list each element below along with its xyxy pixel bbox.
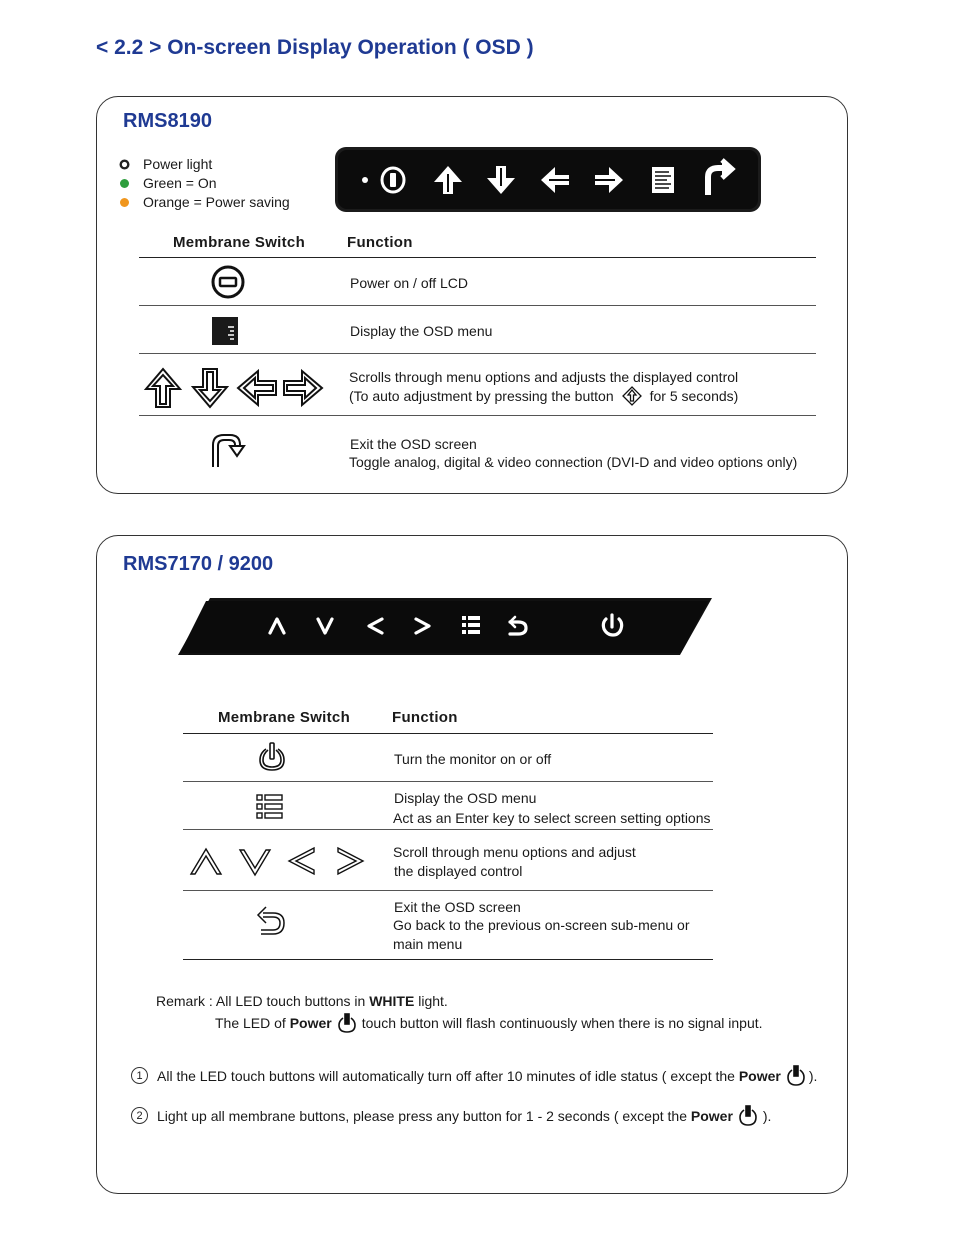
rms7170-row3-line1: Scroll through menu options and adjust	[393, 844, 636, 860]
page-title: < 2.2 > On-screen Display Operation ( OSD )	[96, 36, 534, 59]
power-button-icon	[210, 264, 246, 300]
remark-line2: The LED of Power touch button will flash continuously when there is no signal input.	[215, 1015, 763, 1031]
rms7170-header-rule	[183, 733, 713, 734]
rms7170-row4-line2: Go back to the previous on-screen sub-menu or	[393, 917, 690, 933]
rms8190-row-rule	[139, 305, 816, 306]
exit-arrow-icon	[208, 431, 246, 469]
auto-adjust-button-icon	[622, 386, 642, 406]
rms7170-row4-line3: main menu	[393, 936, 463, 952]
power-touch-icon	[338, 1013, 356, 1033]
rms8190-header-rule	[139, 257, 816, 258]
rms7170-row-rule	[183, 829, 713, 830]
rms7170-row1-function: Turn the monitor on or off	[394, 751, 552, 767]
arrow-keys-icon	[142, 367, 326, 409]
rms8190-row4-line2: Toggle analog, digital & video connection (DVI-D and video options only)	[349, 454, 798, 470]
power-touch-icon	[739, 1105, 757, 1126]
legend-power-light: Power light	[119, 156, 212, 172]
power-light-icon	[119, 159, 130, 170]
rms7170-table-end-rule	[183, 959, 713, 960]
orange-dot-icon	[120, 198, 129, 207]
rms7170-row-rule	[183, 781, 713, 782]
return-icon	[255, 904, 287, 938]
rms8190-row2-function: Display the OSD menu	[350, 323, 493, 339]
osd-menu-icon	[212, 317, 239, 346]
remark-line1: Remark : All LED touch buttons in WHITE light.	[156, 993, 448, 1009]
legend-orange: Orange = Power saving	[120, 194, 290, 210]
green-dot-icon	[120, 179, 129, 188]
circled-number-1: 1	[131, 1067, 148, 1084]
chevron-keys-icon	[189, 846, 365, 878]
note-1: 1 All the LED touch buttons will automatically turn off after 10 minutes of idle status ( except the Power ).	[131, 1065, 817, 1086]
menu-list-icon	[256, 793, 284, 821]
rms7170-row2-line2: Act as an Enter key to select screen setting options	[393, 810, 711, 826]
rms7170-row2-line1: Display the OSD menu	[394, 790, 537, 806]
circled-number-2: 2	[131, 1107, 148, 1124]
rms8190-row4-line1: Exit the OSD screen	[350, 436, 477, 452]
power-icon	[257, 741, 287, 773]
rms7170-header-function: Function	[392, 709, 458, 726]
rms7170-row-rule	[183, 890, 713, 891]
rms8190-header-switch: Membrane Switch	[173, 234, 306, 251]
rms7170-row4-line1: Exit the OSD screen	[394, 899, 521, 915]
rms8190-model-title: RMS8190	[123, 110, 212, 132]
rms7170-button-bar	[176, 597, 714, 657]
legend-green: Green = On	[120, 175, 217, 191]
rms8190-row1-function: Power on / off LCD	[350, 275, 469, 291]
rms7170-model-title: RMS7170 / 9200	[123, 553, 274, 575]
rms8190-button-bar	[334, 146, 762, 213]
rms8190-row3-line2: (To auto adjustment by pressing the button for 5 seconds)	[349, 388, 739, 404]
note-2: 2 Light up all membrane buttons, please press any button for 1 - 2 seconds ( except the Power ).	[131, 1105, 771, 1126]
rms7170-row3-line2: the displayed control	[394, 863, 523, 879]
rms8190-row3-line1: Scrolls through menu options and adjusts the displayed control	[349, 369, 739, 385]
rms8190-row-rule	[139, 353, 816, 354]
power-touch-icon	[787, 1065, 805, 1086]
rms8190-row-rule	[139, 415, 816, 416]
rms8190-header-function: Function	[347, 234, 413, 251]
rms7170-header-switch: Membrane Switch	[218, 709, 351, 726]
